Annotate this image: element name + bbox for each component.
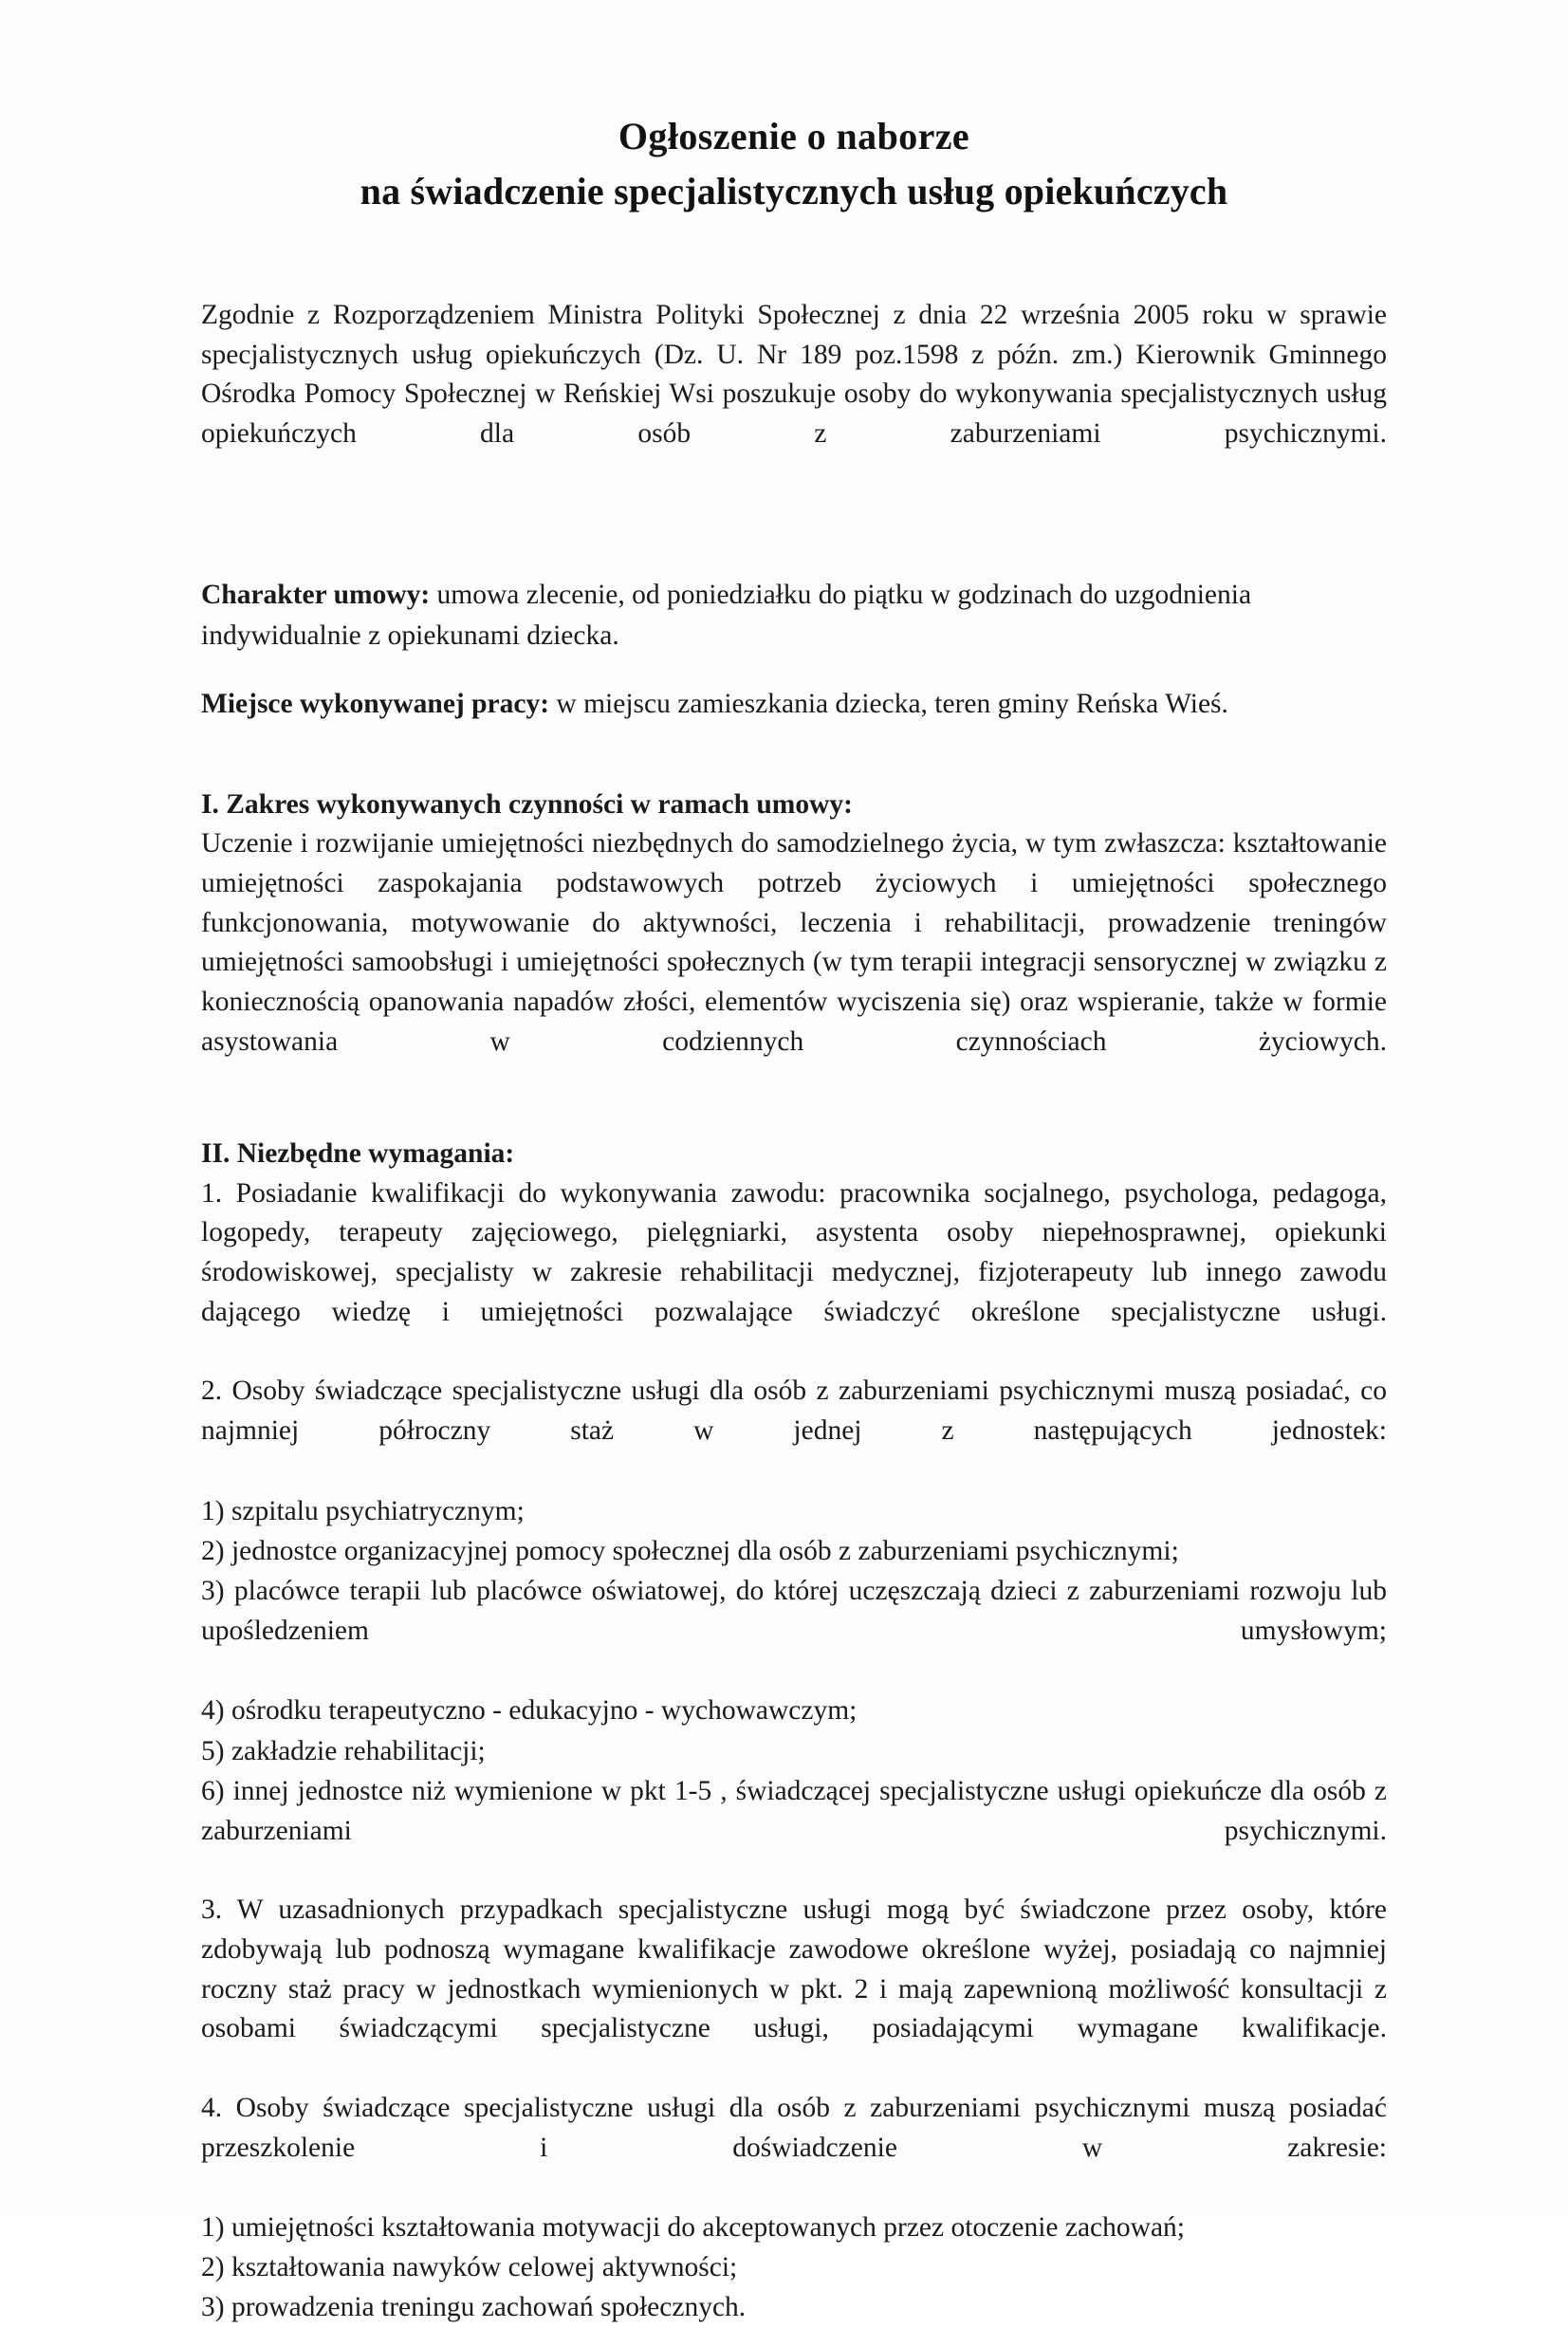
document-content (201, 112, 1387, 2328)
title-line-1: Ogłoszenie o naborze (618, 115, 970, 157)
spacer (201, 1101, 1387, 1134)
section-1-body: Uczenie i rozwijanie umiejętności niezbędnych do samodzielnego życia, w tym zwłaszcza: kształtowanie umiejętności zaspokajania podstawowych potrzeb życiowych i umiejętności społecznego funkcjonowania, motywowanie do aktywności, leczenia i rehabilitacji, prowadzenie treningów umiejętności samoobsługi i umiejętności społecznych (w tym terapii integracji sensorycznej w związku z koniecznością opanowania napadów złości, elementów wyciszenia się) oraz wspieranie, także w formie asystowania w codziennych czynnościach życiowych. (201, 828, 1387, 1057)
page-title (201, 112, 1387, 216)
contract-type-label: Charakter umowy: (201, 580, 431, 611)
list-item: 3) placówce terapii lub placówce oświatowej, do której uczęszczają dzieci z zaburzeniami rozwoju lub upośledzeniem umysłowym; (201, 1575, 1387, 1647)
title-line-2: na świadczenie specjalistycznych usług opiekuńczych (360, 170, 1228, 212)
section-2-heading: II. Niezbędne wymagania: (201, 1138, 515, 1170)
workplace-line (201, 684, 1387, 724)
workplace-value: w miejscu zamieszkania dziecka, teren gminy Reńska Wieś. (549, 688, 1228, 719)
spacer (201, 494, 1387, 547)
requirement-point-4: 4. Osoby świadczące specjalistyczne usługi dla osób z zaburzeniami psychicznymi muszą posiadać przeszkolenie i doświadczenie w zakresie: (201, 2092, 1387, 2163)
list-item: 6) innej jednostce niż wymienione w pkt 1-5 , świadczącej specjalistyczne usługi opiekuńcze dla osób z zaburzeniami psychicznymi. (201, 1775, 1387, 1846)
workplace-label: Miejsce wykonywanej pracy: (201, 688, 550, 719)
spacer (201, 752, 1387, 785)
contract-type-value: umowa zlecenie, od poniedziałku do piątku w godzinach do uzgodnienia indywidualnie z opiekunami dziecka. (201, 580, 1252, 651)
contract-type-line (201, 575, 1387, 656)
list-item: 5) zakładzie rehabilitacji; (201, 1735, 486, 1766)
list-item: 2) kształtowania nawyków celowej aktywności; (201, 2252, 738, 2283)
list-item: 4) ośrodku terapeutyczno - edukacyjno - wychowawczym; (201, 1695, 858, 1727)
intro-paragraph: Zgodnie z Rozporządzeniem Ministra Polityki Społecznej z dnia 22 września 2005 roku w sprawie specjalistycznych usług opiekuńczych (Dz. U. Nr 189 poz.1598 z późn. zm.) Kierownik Gminnego Ośrodka Pomocy Społecznej w Reńskiej Wsi poszukuje osoby do wykonywania specjalistycznych usług opiekuńczych dla osób z zaburzeniami psychicznymi. (201, 300, 1387, 450)
list-item: 1) szpitalu psychiatrycznym; (201, 1495, 525, 1526)
requirement-point-1: 1. Posiadanie kwalifikacji do wykonywania zawodu: pracownika socjalnego, psychologa, pedagoga, logopedy, terapeuty zajęciowego, pielęgniarki, asystenta osoby niepełnosprawnej, opiekunki środowiskowej, specjalisty w zakresie rehabilitacji medycznej, fizjoterapeuty lub innego zawodu dającego wiedzę i umiejętności pozwalające świadczyć określone specjalistyczne usługi. (201, 1177, 1387, 1327)
requirement-point-3: 3. W uzasadnionych przypadkach specjalistyczne usługi mogą być świadczone przez osoby, które zdobywają lub podnoszą wymagane kwalifikacje zawodowe określone wyżej, posiadają co najmniej roczny staż pracy w jednostkach wymienionych w pkt. 2 i mają zapewnioną możliwość konsultacji z osobami świadczącymi specjalistyczne usługi, posiadającymi wymagane kwalifikacje. (201, 1894, 1387, 2044)
list-item: 3) prowadzenia treningu zachowań społecznych. (201, 2292, 747, 2323)
list-item: 1) umiejętności kształtowania motywacji do akceptowanych przez otoczenie zachowań; (201, 2212, 1185, 2244)
list-item: 2) jednostce organizacyjnej pomocy społecznej dla osób z zaburzeniami psychicznymi; (201, 1535, 1179, 1566)
requirement-point-2: 2. Osoby świadczące specjalistyczne usługi dla osób z zaburzeniami psychicznymi muszą posiadać, co najmniej półroczny staż w jednej z następujących jednostek: (201, 1376, 1387, 1447)
section-1-heading: I. Zakres wykonywanych czynności w ramach umowy: (201, 788, 853, 820)
